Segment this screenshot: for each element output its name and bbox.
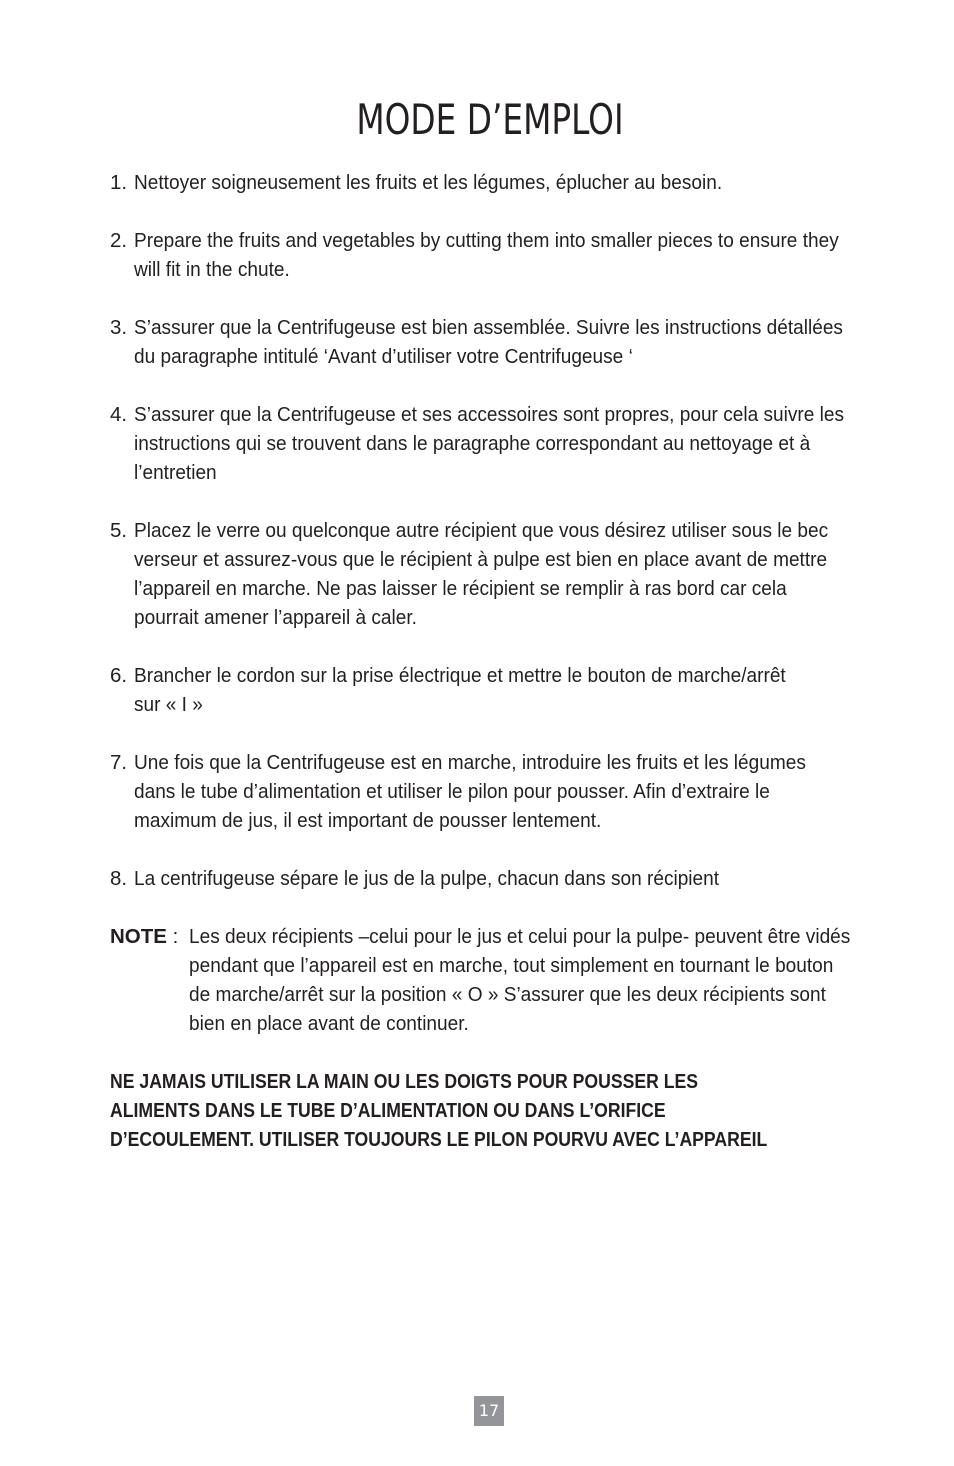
safety-warning: NE JAMAIS UTILISER LA MAIN OU LES DOIGTS POUR POUSSER LES ALIMENTS DANS LE TUBE D’ALIMENTATION OU DANS L’ORIFICE D’ECOULEMENT. UTILISER TOUJOURS LE PILON POURVU AVEC L’APPAREIL bbox=[110, 1070, 768, 1151]
list-item bbox=[110, 226, 900, 284]
list-item bbox=[110, 748, 900, 835]
step-number: 3. bbox=[110, 316, 128, 339]
step-text: La centrifugeuse sépare le jus de la pulpe, chacun dans son récipient bbox=[134, 867, 720, 890]
list-item bbox=[110, 168, 900, 197]
note-separator: : bbox=[166, 925, 179, 948]
step-number: 4. bbox=[110, 403, 128, 426]
page-title: MODE D’EMPLOI bbox=[356, 95, 624, 144]
step-text: Placez le verre ou quelconque autre récipient que vous désirez utiliser sous le bec verseur et assurez-vous que le récipient à pulpe est bien en place avant de mettre l’appareil en marche. Ne pas laisser le récipient se remplir à ras bord car cela pourrait amener l’appareil à caler. bbox=[134, 519, 829, 629]
step-text: Nettoyer soigneusement les fruits et les légumes, éplucher au besoin. bbox=[134, 171, 723, 194]
step-text: Une fois que la Centrifugeuse est en marche, introduire les fruits et les légumes dans le tube d’alimentation et utiliser le pilon pour pousser. Afin d’extraire le maximum de jus, il est important de pousser lentement. bbox=[134, 751, 806, 832]
note-text: Les deux récipients –celui pour le jus et celui pour la pulpe- peuvent être vidés pendant que l’appareil est en marche, tout simplement en tournant le bouton de marche/arrêt sur la position « O » S’assurer que les deux récipients sont bien en place avant de continuer. bbox=[189, 925, 851, 1035]
note-label-group bbox=[110, 922, 189, 1038]
step-text: S’assurer que la Centrifugeuse et ses accessoires sont propres, pour cela suivre les instructions qui se trouvent dans le paragraphe correspondant au nettoyage et à l’entretien bbox=[134, 403, 844, 484]
list-item bbox=[110, 516, 900, 632]
list-item bbox=[110, 661, 900, 719]
list-item bbox=[110, 400, 900, 487]
step-text: S’assurer que la Centrifugeuse est bien assemblée. Suivre les instructions détallées du paragraphe intitulé ‘Avant d’utiliser votre Centrifugeuse ‘ bbox=[134, 316, 843, 368]
step-number: 5. bbox=[110, 519, 128, 542]
note-label: NOTE bbox=[110, 925, 167, 948]
step-number: 2. bbox=[110, 229, 128, 252]
step-number: 1. bbox=[110, 171, 128, 194]
step-text: Brancher le cordon sur la prise électrique et mettre le bouton de marche/arrêt sur « I » bbox=[134, 664, 786, 716]
step-number: 7. bbox=[110, 751, 128, 774]
page-number: 17 bbox=[474, 1396, 504, 1426]
instructions-content bbox=[110, 168, 900, 1154]
list-item bbox=[110, 313, 900, 371]
note-block bbox=[110, 922, 900, 1038]
step-number: 6. bbox=[110, 664, 128, 687]
list-item bbox=[110, 864, 900, 893]
steps-list bbox=[110, 168, 900, 893]
step-number: 8. bbox=[110, 867, 128, 890]
step-text: Prepare the fruits and vegetables by cutting them into smaller pieces to ensure they will fit in the chute. bbox=[134, 229, 839, 281]
